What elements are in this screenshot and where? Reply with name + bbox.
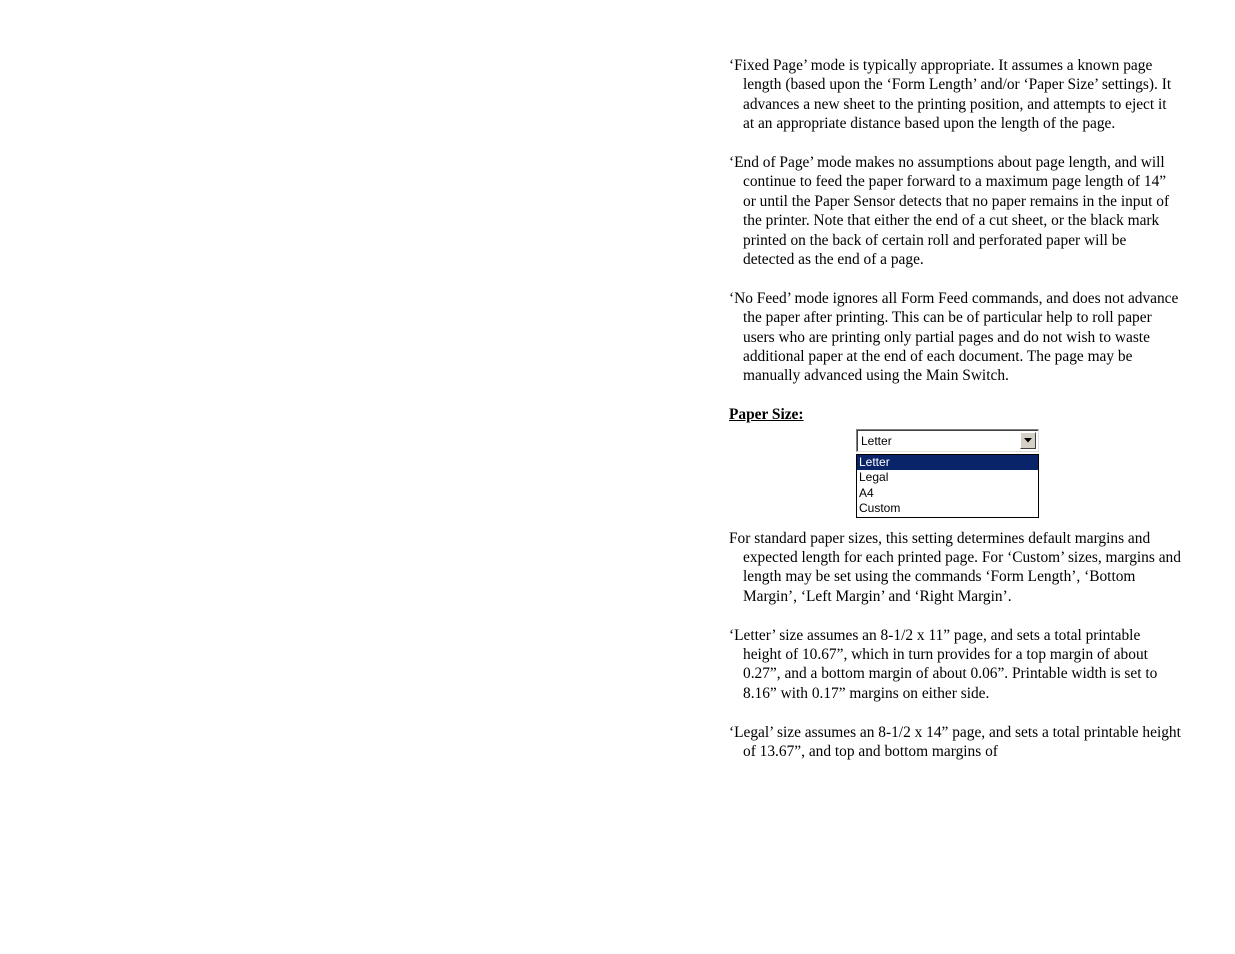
dropdown-toggle-button[interactable] bbox=[1020, 432, 1036, 449]
paper-size-option-letter[interactable]: Letter bbox=[857, 455, 1038, 471]
document-column bbox=[729, 56, 1181, 781]
chevron-down-icon bbox=[1024, 438, 1032, 443]
end-of-page-paragraph: ‘End of Page’ mode makes no assumptions about page length, and will continue to feed the paper forward to a maximum page length of 14” or until the Paper Sensor detects that no paper remains in the input of the printer. Note that either the end of a cut sheet, or the black mark printed on the back of certain roll and perforated paper will be detected as the end of a page. bbox=[729, 154, 1170, 269]
paper-size-option-list[interactable] bbox=[856, 454, 1039, 518]
paper-size-option-custom[interactable]: Custom bbox=[859, 501, 901, 516]
letter-size-paragraph: ‘Letter’ size assumes an 8-1/2 x 11” page, and sets a total printable height of 10.67”, which in turn provides for a top margin of about 0.27”, and a bottom margin of about 0.06”. Printable width is set to 8.16” with 0.17” margins on either side. bbox=[729, 626, 1158, 702]
paper-size-combo[interactable] bbox=[856, 429, 1039, 452]
fixed-page-paragraph: ‘Fixed Page’ mode is typically appropriate. It assumes a known page length (based upon the ‘Form Length’ and/or ‘Paper Size’ settings). It advances a new sheet to the printing position, and attempts to eject it at an appropriate distance based upon the length of the page. bbox=[729, 57, 1172, 133]
paper-size-option-a4[interactable]: A4 bbox=[859, 485, 874, 500]
standard-sizes-paragraph: For standard paper sizes, this setting determines default margins and expected length for each printed page. For ‘Custom’ sizes, margins and length may be set using the commands ‘Form Length’, ‘Bottom Margin’, ‘Left Margin’ and ‘Right Margin’. bbox=[729, 529, 1181, 605]
paper-size-selected-value: Letter bbox=[861, 433, 892, 448]
legal-size-paragraph: ‘Legal’ size assumes an 8-1/2 x 14” page, and sets a total printable height of 13.67”, and top and bottom margins of bbox=[729, 723, 1181, 761]
paper-size-dropdown[interactable] bbox=[856, 429, 1039, 521]
paper-size-option-legal[interactable]: Legal bbox=[859, 470, 889, 485]
paper-size-description bbox=[729, 529, 1181, 762]
paper-size-heading: Paper Size: bbox=[729, 406, 804, 424]
no-feed-paragraph: ‘No Feed’ mode ignores all Form Feed commands, and does not advance the paper after printing. This can be of particular help to roll paper users who are printing only partial pages and do not wish to waste additional paper at the end of each document. The page may be manually advanced using the Main Switch. bbox=[729, 289, 1179, 385]
